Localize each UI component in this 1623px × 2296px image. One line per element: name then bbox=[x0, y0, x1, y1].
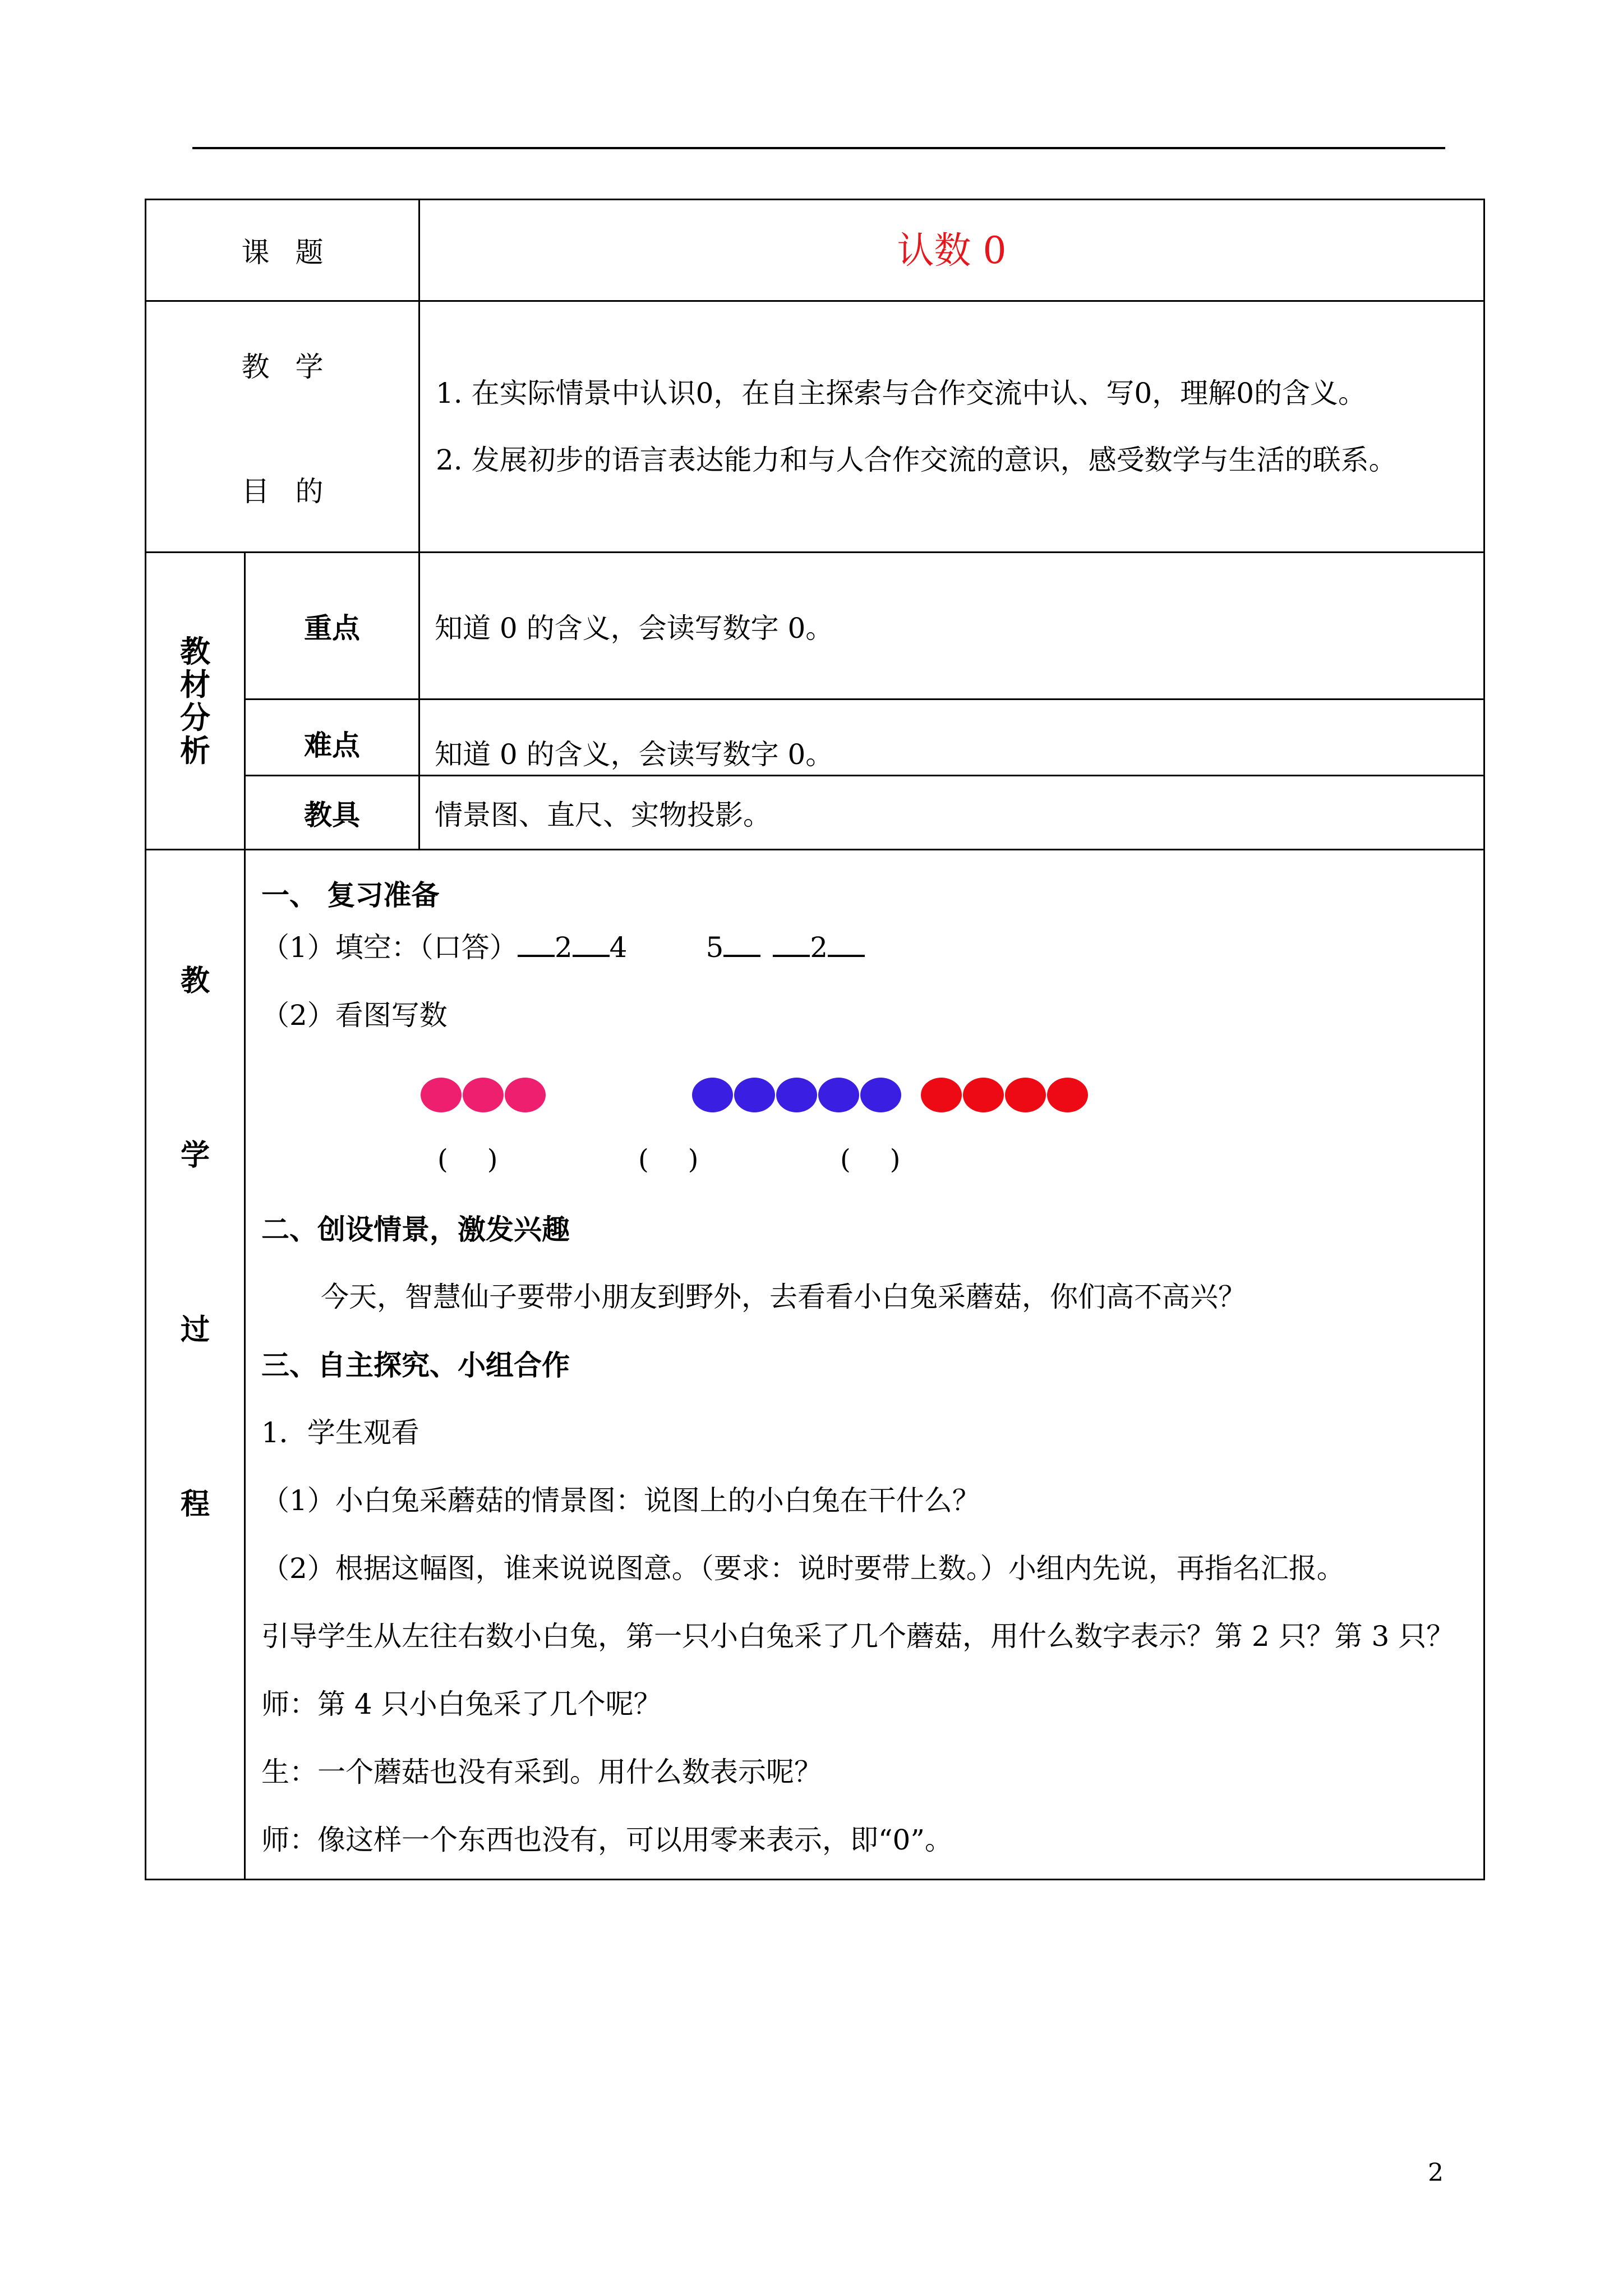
difficulty-text: 知道 0 的含义，会读写数字 0。 bbox=[419, 700, 1484, 776]
counting-dot bbox=[734, 1078, 775, 1112]
analysis-label-cell bbox=[146, 553, 245, 850]
fill-in-line bbox=[261, 914, 1473, 982]
paragraph: 今天，智慧仙子要带小朋友到野外，去看看小白兔采蘑菇，你们高不高兴？ bbox=[321, 1281, 1246, 1313]
header-rule bbox=[192, 147, 1445, 149]
dot-group bbox=[421, 1078, 546, 1112]
topic-label-cell bbox=[146, 200, 419, 301]
answer-paren: ( ) bbox=[840, 1144, 901, 1175]
counting-dot bbox=[963, 1078, 1004, 1112]
blank bbox=[723, 932, 760, 957]
answer-paren: ( ) bbox=[437, 1144, 498, 1175]
analysis-label-char: 教 bbox=[180, 633, 210, 669]
process-label-cell bbox=[146, 850, 245, 1880]
counting-dot bbox=[505, 1078, 546, 1112]
fill-value: 5 bbox=[706, 931, 724, 964]
goal-item: 2. 发展初步的语言表达能力和与人合作交流的意识，感受数学与生活的联系。 bbox=[436, 443, 1397, 476]
answer-parens-row bbox=[261, 1139, 1473, 1195]
blank bbox=[518, 932, 555, 957]
difficulty-label: 难点 bbox=[245, 700, 419, 776]
goals-cell bbox=[419, 301, 1484, 553]
key-point-label: 重点 bbox=[245, 553, 419, 700]
fill-value: 2 bbox=[554, 931, 573, 964]
counting-dot bbox=[776, 1078, 817, 1112]
paragraph: 生：一个蘑菇也没有采到。用什么数表示呢？ bbox=[261, 1756, 822, 1788]
dot-group bbox=[692, 1078, 901, 1112]
blank bbox=[828, 932, 865, 957]
topic-label: 课题 bbox=[241, 236, 349, 269]
blank bbox=[573, 932, 610, 957]
counting-dot bbox=[692, 1078, 733, 1112]
counting-dot bbox=[860, 1078, 901, 1112]
paragraph: （1）小白兔采蘑菇的情景图：说图上的小白兔在干什么？ bbox=[261, 1484, 980, 1517]
fill-prefix: （1）填空：（口答） bbox=[261, 931, 518, 964]
counting-dot bbox=[1047, 1078, 1088, 1112]
section-heading: 一、 复习准备 bbox=[261, 878, 440, 912]
counting-dot bbox=[463, 1078, 504, 1112]
process-label-char: 学 bbox=[180, 1138, 210, 1172]
goal-item: 1. 在实际情景中认识0，在自主探索与合作交流中认、写0，理解0的含义。 bbox=[436, 376, 1367, 409]
blank bbox=[773, 932, 810, 957]
lesson-plan-table bbox=[145, 199, 1485, 1880]
section-heading: 三、自主探究、小组合作 bbox=[261, 1349, 570, 1382]
key-point-text: 知道 0 的含义，会读写数字 0。 bbox=[419, 553, 1484, 700]
process-cell bbox=[245, 850, 1484, 1880]
process-label-char: 教 bbox=[180, 964, 210, 998]
fill-value: 2 bbox=[810, 931, 828, 964]
teaching-aids-label: 教具 bbox=[245, 776, 419, 850]
dot-row bbox=[261, 1050, 1473, 1139]
goals-label-line: 目的 bbox=[241, 475, 349, 508]
process-label-char: 过 bbox=[180, 1313, 210, 1347]
paragraph: 1．学生观看 bbox=[261, 1416, 419, 1449]
counting-dot bbox=[1005, 1078, 1046, 1112]
analysis-label-char: 材 bbox=[180, 666, 210, 702]
paragraph: 引导学生从左往右数小白兔，第一只小白兔采了几个蘑菇，用什么数字表示？第 2 只？第 3 只？ bbox=[261, 1620, 1455, 1653]
section-heading: 二、创设情景，激发兴趣 bbox=[261, 1213, 570, 1246]
analysis-label-char: 析 bbox=[180, 732, 210, 769]
answer-paren: ( ) bbox=[638, 1144, 699, 1175]
page-number: 2 bbox=[1428, 2159, 1444, 2187]
analysis-label-char: 分 bbox=[180, 699, 210, 735]
paragraph: 师：像这样一个东西也没有，可以用零来表示，即“0”。 bbox=[261, 1824, 953, 1856]
goals-label-line: 教学 bbox=[241, 350, 349, 383]
fill-value: 4 bbox=[609, 931, 628, 964]
counting-dot bbox=[818, 1078, 859, 1112]
dot-group bbox=[921, 1078, 1088, 1112]
see-and-write-line: （2）看图写数 bbox=[261, 999, 448, 1032]
paragraph: 师：第 4 只小白兔采了几个呢？ bbox=[261, 1688, 662, 1720]
paragraph: （2）根据这幅图，谁来说说图意。（要求：说时要带上数。）小组内先说，再指名汇报。 bbox=[261, 1552, 1345, 1585]
counting-dot bbox=[421, 1078, 462, 1112]
teaching-aids-text: 情景图、直尺、实物投影。 bbox=[419, 776, 1484, 850]
topic-title: 认数 0 bbox=[419, 200, 1484, 301]
counting-dot bbox=[921, 1078, 962, 1112]
process-label-char: 程 bbox=[180, 1487, 210, 1521]
goals-label-cell bbox=[146, 301, 419, 553]
